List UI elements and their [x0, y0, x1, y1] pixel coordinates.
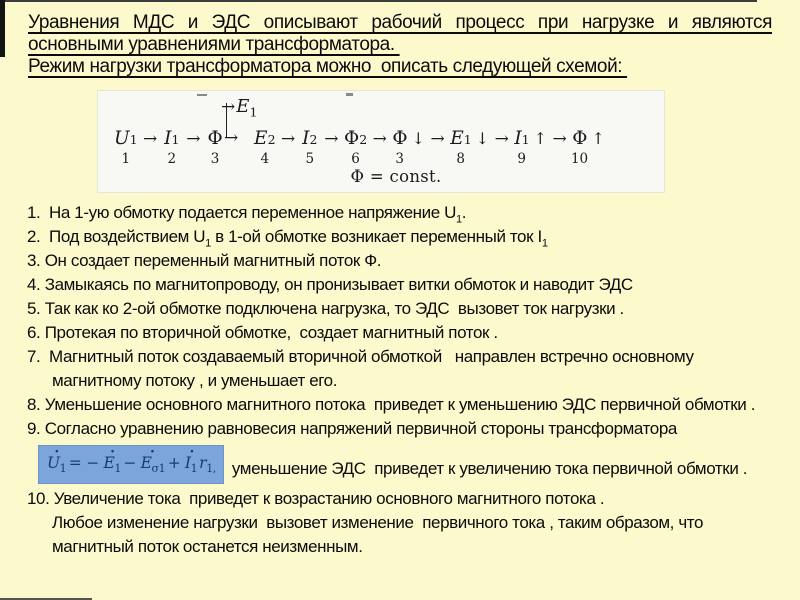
list-item-text: Увеличение тока приведет к возрастанию основного магнитного потока .: [53, 489, 605, 509]
chain-node: [163, 127, 181, 166]
flux-constant-label: Φ = const.: [350, 167, 442, 186]
list-item-text: Магнитный поток создаваемый вторичной обмоткой направлен встречно основному магнитному потоку , и уменьшает его.: [49, 347, 698, 390]
symbol-subscript: 1: [171, 132, 180, 147]
symbol-letter: Φ: [207, 128, 223, 149]
state-arrow-icon: ↓: [475, 129, 490, 148]
formula-operator: −: [123, 454, 137, 472]
chain-node: [392, 127, 425, 166]
list-item: [27, 393, 775, 417]
chain-node: [344, 127, 367, 166]
title-line-2: основными уравнениями трансформатора.: [28, 34, 400, 55]
list-item: [27, 201, 775, 225]
formula-subscript: σ1: [151, 462, 166, 476]
list-item-text: Согласно уравнению равновесия напряжений первичной стороны трансформатора: [44, 419, 677, 438]
node-number: 3: [210, 151, 220, 167]
chain-node: [206, 127, 224, 166]
chain-node: [254, 127, 275, 166]
chain-arrow-icon: →: [372, 129, 387, 149]
formula-subscript: 1: [190, 462, 198, 476]
state-arrow-icon: ↓: [411, 129, 425, 148]
title-line-1: Уравнения МДС и ЭДС описывают рабочий процесс при нагрузке и являются: [28, 12, 772, 33]
chain-arrow-icon: →: [281, 129, 296, 149]
diagram-chain: [114, 96, 605, 167]
list-item-number: 5.: [27, 299, 45, 318]
node-symbol: [207, 127, 222, 151]
symbol-subscript: 2: [267, 132, 276, 147]
symbol-subscript: 2: [309, 132, 318, 147]
symbol-subscript: 1: [129, 132, 138, 147]
scan-edge-top: [0, 0, 757, 2]
list-item-text: Под воздействием U: [49, 227, 206, 246]
subscript: 1: [455, 213, 462, 226]
process-diagram: [97, 90, 665, 193]
branch-subscript: 1: [249, 104, 258, 120]
list-item-number: 4.: [27, 275, 45, 294]
formula-box: [38, 445, 224, 484]
symbol-letter: Φ: [344, 128, 360, 149]
list-item-text: На 1-ую обмотку подается переменное напряжение U: [49, 203, 456, 222]
chain-arrow-icon: →: [552, 129, 567, 149]
list-item-number: 3.: [27, 251, 45, 270]
chain-node: [301, 127, 319, 166]
symbol-letter: Φ: [392, 128, 408, 149]
list-item-number: 9.: [27, 419, 45, 438]
node-symbol: [114, 127, 138, 151]
chain-arrow-icon: →: [494, 129, 509, 149]
symbol-letter: I: [302, 128, 310, 149]
symbol-letter: I: [164, 128, 172, 149]
chain-arrow-icon: →: [186, 129, 201, 149]
list-item: [27, 417, 775, 441]
list-item-text: Любое изменение нагрузки вызовет изменение первичного тока , таким образом, что магнитный поток останется неизменным.: [52, 513, 708, 557]
chain-node: [114, 127, 138, 166]
node-symbol: [572, 127, 605, 151]
title-line-3: Режим нагрузки трансформатора можно описать следующей схемой:: [28, 56, 628, 77]
symbol-letter: U: [114, 128, 130, 149]
list-item: [27, 249, 775, 273]
formula-variable: E: [103, 454, 115, 472]
list-item-text: .: [461, 203, 467, 222]
list-item: [27, 345, 775, 393]
node-number: 8: [456, 151, 465, 167]
formula-term: [141, 455, 166, 477]
formula-term: [103, 455, 121, 477]
list-item: [27, 297, 775, 321]
subscript: 1: [205, 237, 211, 250]
scan-speck: [197, 94, 207, 96]
list-item-number: 6.: [27, 323, 45, 342]
list-item-number: 1.: [27, 203, 50, 222]
symbol-subscript: 1: [463, 132, 472, 147]
node-symbol: [392, 127, 425, 151]
list-item-number: 2.: [27, 227, 50, 246]
list-item-text: Уменьшение основного магнитного потока приведет к уменьшению ЭДС первичной обмотки .: [44, 395, 756, 414]
node-symbol: [302, 127, 317, 151]
formula-variable: r: [199, 454, 207, 472]
list-item-number: 10.: [27, 489, 54, 509]
formula-variable: E: [140, 454, 152, 472]
chain-node: [514, 127, 547, 166]
formula-subscript: 1: [114, 462, 121, 476]
formula-variable: U: [47, 454, 60, 472]
symbol-letter: Φ: [572, 128, 588, 149]
node-number: 1: [121, 151, 131, 167]
symbol-letter: I: [514, 128, 522, 149]
node-number: 2: [167, 151, 177, 167]
node-symbol: [344, 127, 367, 151]
formula-subscript: 1: [59, 462, 67, 476]
formula-operator: =: [68, 454, 82, 472]
chain-arrow-icon: →: [430, 129, 445, 149]
chain-arrow-icon: →: [143, 129, 158, 149]
node-symbol: [164, 127, 179, 151]
list-item-number: 8.: [27, 395, 45, 414]
symbol-letter: E: [254, 128, 268, 149]
node-symbol: [254, 127, 275, 151]
formula-row: [38, 445, 775, 484]
state-arrow-icon: ↑: [591, 129, 605, 148]
feedback-branch: [221, 96, 258, 151]
chain-node: [572, 127, 605, 166]
state-arrow-icon: ↑: [533, 129, 548, 148]
formula-tail: уменьшение ЭДС приведет к увеличению тока первичной обмотки .: [231, 459, 748, 479]
slide-title: [0, 0, 800, 78]
list-item: [27, 273, 775, 297]
scan-speck: [346, 93, 353, 96]
node-number: 10: [570, 151, 589, 167]
scan-edge-left: [0, 0, 5, 57]
node-number: 4: [260, 151, 270, 167]
node-number: 6: [351, 151, 360, 167]
numbered-list: [27, 201, 775, 559]
list-item-text: Замыкаясь по магнитопроводу, он пронизывает витки обмоток и наводит ЭДС: [44, 275, 633, 294]
list-item: [27, 511, 775, 559]
branch-symbol: E: [236, 96, 250, 117]
chain-node: [450, 127, 489, 166]
formula-variable: I: [184, 454, 191, 472]
list-item-text: Так как ко 2-ой обмотке подключена нагрузка, то ЭДС вызовет ток нагрузки .: [44, 299, 624, 318]
list-item: [27, 487, 775, 511]
list-item-text: Он создает переменный магнитный поток Ф.: [44, 251, 382, 270]
node-symbol: [514, 127, 547, 151]
formula-operator: +: [167, 454, 181, 472]
formula-term: [199, 455, 216, 477]
symbol-subscript: 2: [359, 132, 368, 147]
list-item: [27, 225, 775, 249]
formula-term: [47, 455, 66, 477]
list-item-number: 7.: [27, 347, 50, 366]
node-number: 3: [395, 151, 404, 167]
list-item-text: Протекая по вторичной обмотке, создает магнитный поток .: [44, 323, 498, 342]
node-symbol: [450, 127, 489, 151]
branch-arrow-icon: →: [221, 97, 236, 117]
node-number: 9: [517, 151, 526, 167]
formula-subscript: 1,: [206, 462, 216, 476]
list-item: [27, 321, 775, 345]
branch-arrow-icon: →: [224, 128, 239, 148]
subscript: 1: [541, 237, 548, 250]
symbol-subscript: 1: [521, 132, 530, 147]
symbol-letter: E: [450, 128, 464, 149]
chain-arrow-icon: →: [324, 129, 339, 149]
list-item-text: в 1-ой обмотке возникает переменный ток I: [210, 227, 542, 246]
formula-term: [185, 455, 197, 477]
formula-operator: −: [86, 454, 99, 472]
node-number: 5: [305, 151, 315, 167]
